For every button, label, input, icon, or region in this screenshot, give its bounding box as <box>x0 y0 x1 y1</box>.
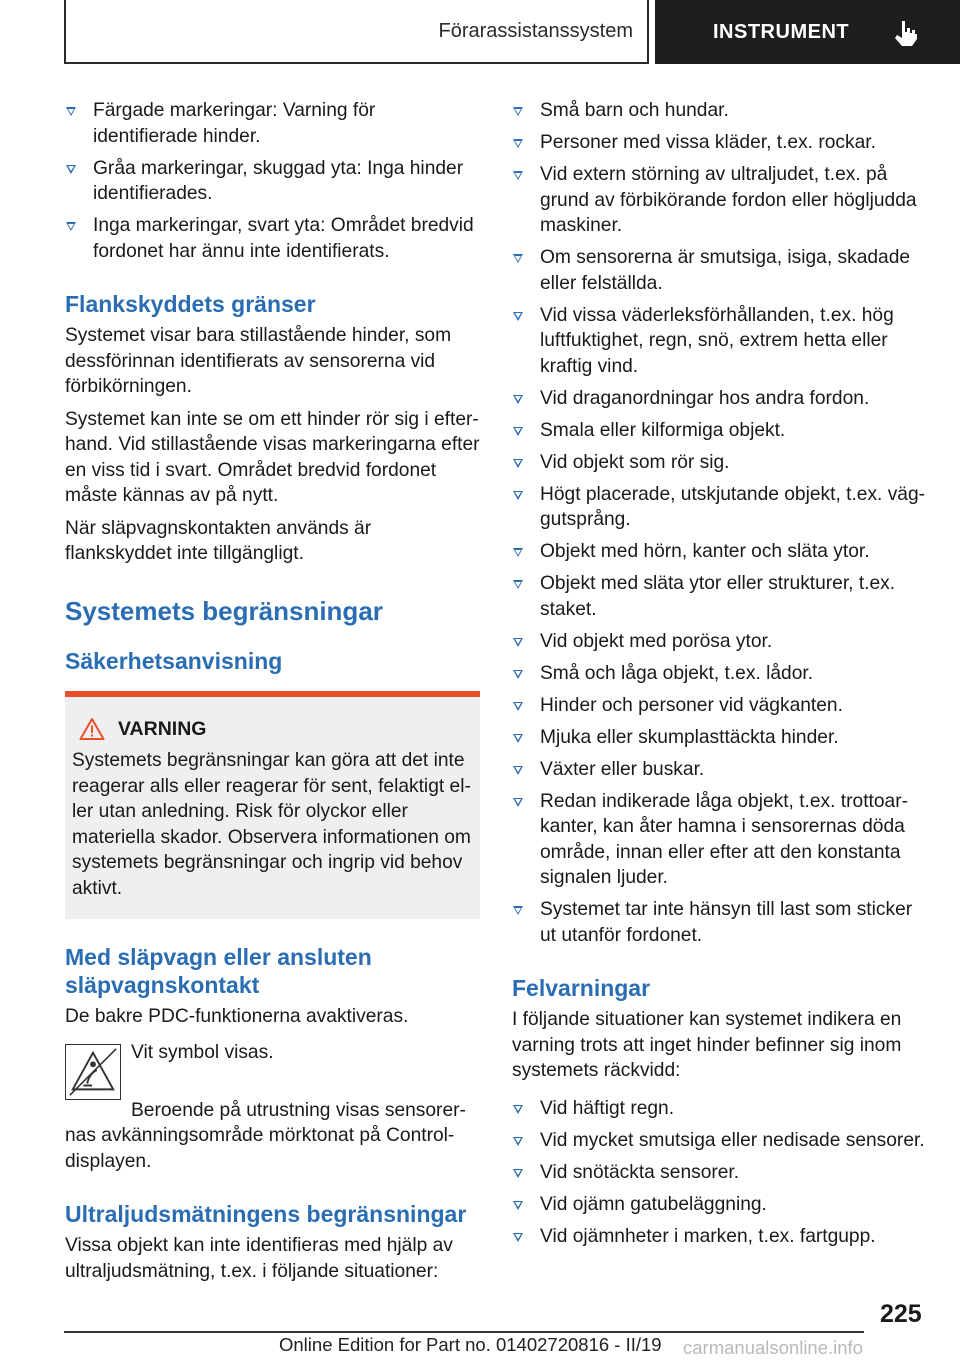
list-item: Färgade markeringar: Varning för identifierade hinder. <box>65 98 480 149</box>
bullet-triangle-icon <box>513 798 523 807</box>
hand-pointer-icon <box>891 18 921 48</box>
list-item: Högt placerade, utskjutande objekt, t.ex. väggutsprång. <box>512 482 930 533</box>
list-item: Växter eller buskar. <box>512 757 930 783</box>
bullet-triangle-icon <box>513 254 523 263</box>
list-item: Vid häftigt regn. <box>512 1096 930 1122</box>
watermark: carmanualsonline.info <box>683 1337 863 1358</box>
paragraph: När släpvagnskontakten används är flankskyddet inte tillgängligt. <box>65 517 372 564</box>
bullet-triangle-icon <box>66 222 76 231</box>
list-item: Vid extern störning av ultraljudet, t.ex. på grund av förbikörande fordon eller högljudda maskiner. <box>512 162 930 239</box>
bullet-triangle-icon <box>513 548 523 557</box>
list-item: Om sensorerna är smutsiga, isiga, skadade eller felställda. <box>512 245 930 296</box>
list-item: Objekt med släta ytor eller strukturer, t.ex. staket. <box>512 571 930 622</box>
bullet-triangle-icon <box>513 906 523 915</box>
list-item: Gråa markeringar, skuggad yta: Inga hinder identifierades. <box>65 156 480 207</box>
list-item: Objekt med hörn, kanter och släta ytor. <box>512 539 930 565</box>
bullet-triangle-icon <box>513 638 523 647</box>
header-chapter-tab <box>655 0 960 64</box>
flank-heading: Flankskyddets gränser <box>65 291 316 317</box>
page-number: 225 <box>880 1300 922 1328</box>
display-markings-list <box>65 98 480 264</box>
trailer-sensor-icon <box>65 1044 121 1100</box>
list-item: Vid objekt som rör sig. <box>512 450 930 476</box>
bullet-triangle-icon <box>513 670 523 679</box>
list-item: Vid mycket smutsiga eller nedisade sensorer. <box>512 1128 930 1154</box>
list-item: Hinder och personer vid vägkanten. <box>512 693 930 719</box>
bullet-triangle-icon <box>513 1201 523 1210</box>
paragraph: Beroende på utrustning visas sensorernas avkänningsområde mörktonat på Control-displayen. <box>65 1099 466 1172</box>
bullet-triangle-icon <box>513 459 523 468</box>
paragraph: Vit symbol visas. <box>131 1041 274 1063</box>
warning-title: VARNING <box>118 717 207 740</box>
trailer-symbol-block <box>65 1040 480 1098</box>
list-item: Vid objekt med porösa ytor. <box>512 629 930 655</box>
bullet-triangle-icon <box>513 702 523 711</box>
left-column <box>65 98 480 1291</box>
bullet-triangle-icon <box>513 734 523 743</box>
list-item: Små och låga objekt, t.ex. lådor. <box>512 661 930 687</box>
list-item: Vid ojämn gatubeläggning. <box>512 1192 930 1218</box>
list-item: Systemet tar inte hänsyn till last som sticker ut utanför fordonet. <box>512 897 930 948</box>
bullet-triangle-icon <box>513 491 523 500</box>
bullet-triangle-icon <box>513 107 523 116</box>
limitations-list <box>512 98 930 948</box>
footer-divider <box>64 1331 864 1333</box>
list-item: Inga markeringar, svart yta: Området bredvid fordonet har ännu inte identifierats. <box>65 213 480 264</box>
list-item: Vid snötäckta sensorer. <box>512 1160 930 1186</box>
edition-note: Online Edition for Part no. 01402720816 - II/19 <box>279 1334 662 1355</box>
safety-heading: Säkerhetsanvisning <box>65 647 283 674</box>
paragraph: Vissa objekt kan inte identifieras med hjälp av ultraljudsmätning, t.ex. i följande situationer: <box>65 1235 453 1282</box>
bullet-triangle-icon <box>513 395 523 404</box>
header-section-tab <box>64 0 649 64</box>
warning-triangle-icon <box>79 717 105 741</box>
list-item: Vid draganordningar hos andra fordon. <box>512 386 930 412</box>
list-item: Mjuka eller skumplasttäckta hinder. <box>512 725 930 751</box>
false-warnings-list <box>512 1096 930 1250</box>
bullet-triangle-icon <box>66 165 76 174</box>
list-item: Personer med vissa kläder, t.ex. rockar. <box>512 130 930 156</box>
bullet-triangle-icon <box>513 1137 523 1146</box>
warning-box <box>65 691 480 920</box>
paragraph: De bakre PDC-funktionerna avaktiveras. <box>65 1006 409 1027</box>
list-item: Små barn och hundar. <box>512 98 930 124</box>
paragraph: Systemet kan inte se om ett hinder rör sig i efterhand. Vid stillastående visas markeringarna efter en viss tid i svart. Området bredvid fordonet måste kännas av på nytt. <box>65 408 480 506</box>
paragraph: I följande situationer kan systemet indikera en varning trots att inget hinder befinner sig inom systemets räckvidd: <box>512 1009 902 1081</box>
header-section-title: Förarassistanssystem <box>438 19 633 42</box>
limits-heading: Systemets begränsningar <box>65 595 383 626</box>
list-item: Vid ojämnheter i marken, t.ex. fartgupp. <box>512 1224 930 1250</box>
header-chapter-title: INSTRUMENT <box>713 20 850 43</box>
warning-body: Systemets begränsningar kan göra att det inte reagerar alls eller reagerar för sent, felaktigt eller utan anledning. Risk för olyckor eller materiella skador. Observera informationen om systemets begränsningar och ingrip vid behov aktivt. <box>72 750 471 899</box>
trailer-heading: Med släpvagn eller ansluten släpvagnskontakt <box>65 944 372 998</box>
bullet-triangle-icon <box>513 1169 523 1178</box>
list-item: Vid vissa väderleksförhållanden, t.ex. hög luftfuktighet, regn, snö, extrem hetta eller kraftig vind. <box>512 303 930 380</box>
ultrasound-heading: Ultraljudsmätningens begränsningar <box>65 1201 467 1227</box>
bullet-triangle-icon <box>513 580 523 589</box>
list-item: Redan indikerade låga objekt, t.ex. trottoarkanter, kan åter hamna i sensorernas döda område, innan eller efter att den konstanta signalen ljuder. <box>512 789 930 891</box>
false-warnings-heading: Felvarningar <box>512 975 651 1001</box>
bullet-triangle-icon <box>513 139 523 148</box>
bullet-triangle-icon <box>513 171 523 180</box>
bullet-triangle-icon <box>513 766 523 775</box>
bullet-triangle-icon <box>513 312 523 321</box>
bullet-triangle-icon <box>513 427 523 436</box>
list-item: Smala eller kilformiga objekt. <box>512 418 930 444</box>
warning-header <box>72 717 472 743</box>
right-column <box>512 98 930 1256</box>
bullet-triangle-icon <box>513 1233 523 1242</box>
bullet-triangle-icon <box>66 107 76 116</box>
bullet-triangle-icon <box>513 1105 523 1114</box>
paragraph: Systemet visar bara stillastående hinder, som dessförinnan identifierats av sensorerna vid förbikörningen. <box>65 325 452 397</box>
